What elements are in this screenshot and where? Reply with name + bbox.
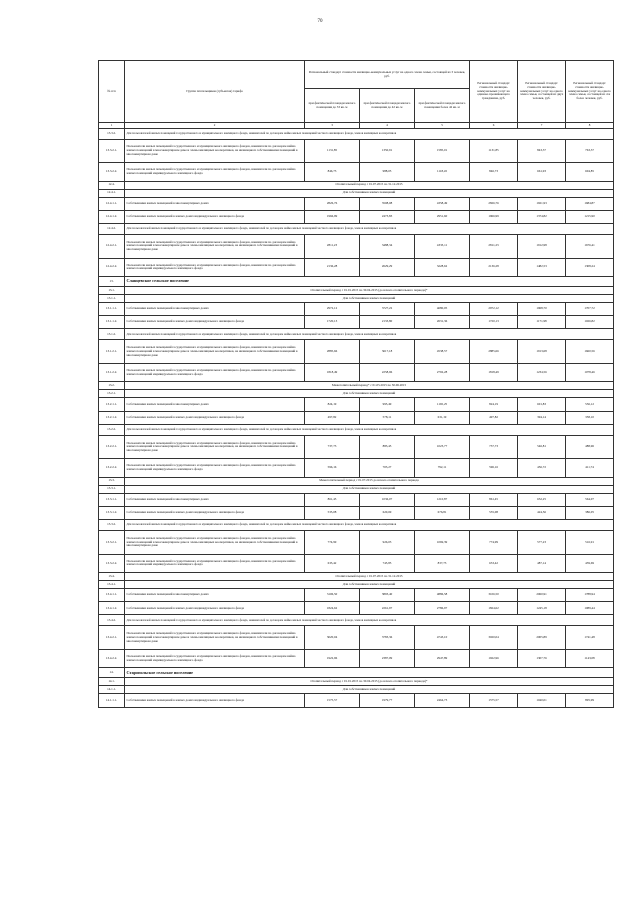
row-value: 1922,96	[470, 650, 518, 668]
row-value: 1069,39	[415, 531, 470, 555]
row-description: Собственники жилых помещений в многоквартирных домах	[125, 493, 305, 506]
header-rates-group: Региональный стандарт стоимости жилищно-коммунальных услуг на одного члена семьи, состоящей из 3 человек, руб.	[305, 61, 470, 89]
row-value: 3106,50	[305, 589, 360, 602]
row-value: 2629,29	[360, 258, 415, 276]
table-row	[99, 329, 614, 340]
row-value: 1374,82	[518, 210, 566, 223]
row-value: 1676,41	[566, 235, 614, 259]
row-period-title: Отопительный период с 01.07.2015 по 31.12.2015	[125, 573, 614, 581]
row-value: 1165,25	[415, 398, 470, 411]
table-row	[99, 554, 614, 572]
row-value: 1788,94	[566, 589, 614, 602]
table-row	[99, 506, 614, 519]
row-value: 1818,49	[305, 363, 360, 381]
row-description: Собственники жилых помещений в жилых домах индивидуального жилищного фонда	[125, 694, 305, 707]
row-number: 13.3.2.1.	[99, 139, 125, 163]
table-row	[99, 303, 614, 316]
table-row	[99, 340, 614, 364]
row-value: 1912,98	[518, 235, 566, 259]
row-value: 846,73	[470, 163, 518, 181]
table-row	[99, 189, 614, 197]
row-value: 745,85	[360, 554, 415, 572]
row-period-title: Межотопительный период* с 01.05.2015 по 30.06.2015	[125, 382, 614, 390]
table-row	[99, 435, 614, 459]
row-value: 2133,80	[360, 316, 415, 329]
row-value: 737,73	[470, 435, 518, 459]
row-description: Собственники жилых помещений в жилых домах индивидуального жилищного фонда	[125, 411, 305, 424]
row-value: 1707,72	[566, 303, 614, 316]
row-value: 2261,97	[360, 602, 415, 615]
row-value: 1660,56	[566, 340, 614, 364]
row-number: 13.1.2.	[99, 329, 125, 340]
row-description: Собственники жилых помещений в многоквартирных домах	[125, 398, 305, 411]
row-value: 535,08	[305, 506, 360, 519]
table-row	[99, 615, 614, 626]
row-value: 1921,93	[518, 197, 566, 210]
row-value: 1023,77	[415, 435, 470, 459]
row-value: 596,16	[470, 459, 518, 477]
row-value: 2387,09	[360, 650, 415, 668]
row-number: 13.4.1.1.	[99, 589, 125, 602]
row-number: 13.1.1.	[99, 295, 125, 303]
header-idx-2: 2	[125, 123, 305, 129]
row-description: Собственники жилых помещений в жилых домах индивидуального жилищного фонда	[125, 210, 305, 223]
row-value: 4743,10	[415, 626, 470, 650]
row-number: 13.4.2.1.	[99, 626, 125, 650]
row-value: 633,42	[305, 554, 360, 572]
row-value: 1210,87	[415, 493, 470, 506]
row-number: 13.2.1.1.	[99, 398, 125, 411]
row-number: 13.2.2.1.	[99, 435, 125, 459]
row-number: 13.2.1.	[99, 390, 125, 398]
page-number: 70	[317, 19, 323, 24]
row-number: 13.3.1.	[99, 485, 125, 493]
row-value: 3727,22	[360, 303, 415, 316]
table-row	[99, 411, 614, 424]
row-description: Пользователи жилых помещений государственного и муниципального жилищного фондов, наниматели по договорам найма жилых помещений индивидуального жилищного фонда	[125, 163, 305, 181]
row-value: 3783,36	[360, 626, 415, 650]
table-row	[99, 295, 614, 303]
row-value: 737,73	[305, 435, 360, 459]
row-value: 1482,53	[518, 258, 566, 276]
row-value: 604,85	[566, 163, 614, 181]
row-value: 2811,23	[470, 235, 518, 259]
table-row	[99, 520, 614, 531]
row-value: 2473,83	[360, 210, 415, 223]
table-row	[99, 277, 614, 287]
row-value: 774,99	[305, 531, 360, 555]
row-number: 13.	[99, 277, 125, 287]
row-value: 2631,36	[415, 316, 470, 329]
row-value: 1036,07	[360, 493, 415, 506]
row-value: 763,37	[566, 139, 614, 163]
header-idx-8: 8	[566, 123, 614, 129]
row-period-title: Для собственников жилых помещений	[125, 485, 614, 493]
table-row	[99, 258, 614, 276]
row-value: 2885,66	[470, 340, 518, 364]
row-value: 774,99	[470, 531, 518, 555]
row-value: 1913,68	[518, 340, 566, 364]
row-number: 12.4.1.1.	[99, 197, 125, 210]
row-number: 13.2.1.2.	[99, 411, 125, 424]
table-row	[99, 694, 614, 707]
table-row	[99, 602, 614, 615]
row-period-title: Для собственников жилых помещений	[125, 189, 614, 197]
row-value: 1575,57	[305, 694, 360, 707]
table-row	[99, 181, 614, 189]
row-number: 12.4.1.	[99, 189, 125, 197]
row-period-title: Отопительный период с 01.01.2015 по 30.04.2015 (до начала отопительного периода)*	[125, 287, 614, 295]
table-row	[99, 163, 614, 181]
row-value: 661,93	[518, 163, 566, 181]
table-row	[99, 316, 614, 329]
row-number: 13.2.	[99, 382, 125, 390]
table-row	[99, 573, 614, 581]
row-value: 411,74	[566, 459, 614, 477]
row-value: 1040,01	[518, 694, 566, 707]
table-row	[99, 424, 614, 435]
row-description: Пользователи жилых помещений государственного и муниципального жилищного фондов, наниматели по договорам найма жилых помещений индивидуального жилищного фонда	[125, 363, 305, 381]
row-value: 577,23	[518, 531, 566, 555]
row-value: 3228,62	[415, 258, 470, 276]
row-number: 12.4.2.2.	[99, 258, 125, 276]
row-value: 578,11	[360, 411, 415, 424]
table-row	[99, 235, 614, 259]
table-row	[99, 477, 614, 485]
header-idx-7: 7	[518, 123, 566, 129]
row-description: Пользователи жилых помещений государственного и муниципального жилищного фондов, наниматели по договорам найма жилых помещений в многоквартирном доме и члены жилищных кооперативов, не являющиеся собственниками помещений в многоквартирном доме	[125, 531, 305, 555]
row-value: 4538,57	[415, 340, 470, 364]
row-value: 2136,28	[305, 258, 360, 276]
table-row	[99, 531, 614, 555]
row-group-caption: Для пользователей жилых помещений государственного и муниципального жилищного фонда, нанимателей по договорам найма жилых помещений частного жилищного фонда, членов жилищных кооперативов	[125, 128, 614, 139]
table-row	[99, 581, 614, 589]
table-row	[99, 398, 614, 411]
row-value: 1131,85	[305, 139, 360, 163]
row-value: 2811,23	[305, 235, 360, 259]
row-description: Пользователи жилых помещений государственного и муниципального жилищного фондов, наниматели по договорам найма жилых помещений индивидуального жилищного фонда	[125, 258, 305, 276]
row-number: 14.1.1.	[99, 686, 125, 694]
row-value: 2136,28	[470, 258, 518, 276]
row-value: 846,73	[305, 163, 360, 181]
row-number: 13.2.2.2.	[99, 459, 125, 477]
row-period-title: Для собственников жилых помещений	[125, 581, 614, 589]
row-value: 1245,18	[518, 602, 566, 615]
table-row	[99, 363, 614, 381]
row-value: 1215,90	[566, 210, 614, 223]
regional-standards-table	[98, 60, 614, 708]
row-value: 1922,96	[305, 650, 360, 668]
table-row	[99, 197, 614, 210]
row-description: Собственники жилых помещений в многоквартирных домах	[125, 197, 305, 210]
row-value: 1308,24	[566, 258, 614, 276]
row-value: 3617,18	[360, 340, 415, 364]
row-value: 358,10	[566, 411, 614, 424]
row-value: 1824,62	[305, 602, 360, 615]
row-value: 2826,76	[305, 197, 360, 210]
row-number: 13.3.2.	[99, 520, 125, 531]
row-value: 601,83	[518, 398, 566, 411]
row-value: 792,11	[415, 459, 470, 477]
header-sub-3: при фактической площади жилого помещения до 33 кв. м	[305, 89, 360, 123]
row-value: 3020,04	[470, 626, 518, 650]
row-value: 1575,57	[470, 694, 518, 707]
table-row	[99, 626, 614, 650]
row-value: 3508,08	[360, 197, 415, 210]
table-row	[99, 287, 614, 295]
row-value: 3893,40	[360, 589, 415, 602]
header-idx-6: 6	[470, 123, 518, 129]
row-value: 1143,08	[566, 650, 614, 668]
row-value: 2947,89	[415, 650, 470, 668]
table-row	[99, 224, 614, 235]
row-value: 546,81	[518, 435, 566, 459]
header-col-8: Региональный стандарт стоимости жилищно-коммунальных услуг на одного члена семьи, состоящей из 4 и более человек, руб.	[566, 61, 614, 123]
row-value: 3488,34	[360, 235, 415, 259]
row-value: 703,27	[360, 459, 415, 477]
row-value: 843,37	[518, 139, 566, 163]
row-number: 13.1.	[99, 287, 125, 295]
row-value: 1234,56	[518, 363, 566, 381]
table-row	[99, 459, 614, 477]
row-value: 3020,04	[305, 626, 360, 650]
row-number: 13.4.1.2.	[99, 602, 125, 615]
row-value: 394,14	[518, 411, 566, 424]
row-value: 1118,45	[415, 163, 470, 181]
row-value: 1585,01	[415, 139, 470, 163]
row-value: 536,12	[566, 398, 614, 411]
row-description: Пользователи жилых помещений государственного и муниципального жилищного фондов, наниматели по договорам найма жилых помещений индивидуального жилищного фонда	[125, 459, 305, 477]
header-col-7: Региональный стандарт стоимости жилищно-коммунальных услуг на одного члена семьи, состоящей из двух человек, руб.	[518, 61, 566, 123]
row-value: 1741,48	[566, 626, 614, 650]
row-value: 516,91	[566, 531, 614, 555]
row-value: 895,99	[566, 694, 614, 707]
row-section-title: Старопольское сельское поселение	[125, 668, 614, 678]
row-number: 12.4.1.2.	[99, 210, 125, 223]
row-value: 487,14	[518, 554, 566, 572]
row-value: 4358,49	[415, 197, 470, 210]
row-number: 13.4.1.	[99, 581, 125, 589]
row-value: 620,69	[360, 506, 415, 519]
table-row	[99, 128, 614, 139]
row-value: 824,19	[470, 398, 518, 411]
row-value: 4680,05	[415, 303, 470, 316]
table-row	[99, 686, 614, 694]
row-number: 14.	[99, 668, 125, 678]
row-number: 12.4.	[99, 181, 125, 189]
row-number: 13.3.2.	[99, 128, 125, 139]
row-value: 2005,89	[518, 626, 566, 650]
row-number: 12.4.2.1.	[99, 235, 125, 259]
row-group-caption: Для пользователей жилых помещений государственного и муниципального жилищного фонда, нанимателей по договорам найма жилых помещений частного жилищного фонда, членов жилищных кооперативов	[125, 615, 614, 626]
row-description: Собственники жилых помещений в многоквартирных домах	[125, 303, 305, 316]
row-value: 861,45	[470, 493, 518, 506]
row-value: 676,81	[415, 506, 470, 519]
row-value: 988,05	[360, 163, 415, 181]
table-row	[99, 485, 614, 493]
row-value: 1026,82	[566, 316, 614, 329]
row-value: 2792,28	[415, 363, 470, 381]
table-row	[99, 493, 614, 506]
row-number: 14.1.1.1.	[99, 694, 125, 707]
table-row	[99, 390, 614, 398]
row-period-title: Для собственников жилых помещений	[125, 390, 614, 398]
row-number: 13.1.2.1.	[99, 340, 125, 364]
row-period-title: Отопительный период с 01.01.2015 по 30.04.2015 (до начала отопительного периода)*	[125, 678, 614, 686]
row-value: 497,82	[305, 411, 360, 424]
row-value: 2060,91	[518, 589, 566, 602]
row-value: 1078,46	[566, 363, 614, 381]
row-value: 1720,13	[470, 316, 518, 329]
row-description: Собственники жилых помещений в жилых домах индивидуального жилищного фонда	[125, 506, 305, 519]
row-value: 2972,12	[305, 303, 360, 316]
header-col-group: Группа плательщиков (субъектов) тарифа	[125, 61, 305, 123]
row-value: 1818,49	[470, 363, 518, 381]
row-value: 824,19	[305, 398, 360, 411]
row-value: 2258,96	[360, 363, 415, 381]
row-number: 13.3.2.2.	[99, 163, 125, 181]
header-col-6: Региональный стандарт стоимости жилищно-коммунальных услуг на одиноко проживающего гражданина, руб.	[470, 61, 518, 123]
row-number: 14.1.	[99, 678, 125, 686]
row-value: 3106,50	[470, 589, 518, 602]
row-value: 1968,70	[518, 303, 566, 316]
row-description: Собственники жилых помещений в многоквартирных домах	[125, 589, 305, 602]
row-description: Пользователи жилых помещений государственного и муниципального жилищного фондов, наниматели по договорам найма жилых помещений в многоквартирном доме и члены жилищных кооперативов, не являющиеся собственниками помещений в многоквартирном доме	[125, 435, 305, 459]
row-value: 596,16	[305, 459, 360, 477]
row-value: 1720,13	[305, 316, 360, 329]
row-period-title: Межотопительный период с 01.07.2015 до начала отопительного периода	[125, 477, 614, 485]
row-number: 13.1.2.2.	[99, 363, 125, 381]
header-idx-1: 1	[99, 123, 125, 129]
row-number: 13.4.2.	[99, 615, 125, 626]
table-row	[99, 382, 614, 390]
row-value: 837,73	[415, 554, 470, 572]
row-value: 535,08	[470, 506, 518, 519]
row-value: 861,45	[305, 493, 360, 506]
row-description: Пользователи жилых помещений государственного и муниципального жилищного фондов, наниматели по договорам найма жилых помещений индивидуального жилищного фонда	[125, 650, 305, 668]
row-number: 13.1.1.2.	[99, 316, 125, 329]
row-description: Собственники жилых помещений в жилых домах индивидуального жилищного фонда	[125, 316, 305, 329]
row-value: 995,49	[360, 398, 415, 411]
table-row	[99, 678, 614, 686]
row-value: 1307,76	[518, 650, 566, 668]
row-value: 2972,12	[470, 303, 518, 316]
row-number: 13.1.1.1.	[99, 303, 125, 316]
row-description: Пользователи жилых помещений государственного и муниципального жилищного фондов, наниматели по договорам найма жилых помещений в многоквартирном доме и члены жилищных кооперативов, не являющиеся собственниками помещений в многоквартирном доме	[125, 340, 305, 364]
row-description: Пользователи жилых помещений государственного и муниципального жилищного фондов, наниматели по договорам найма жилых помещений в многоквартирном доме и члены жилищных кооперативов, не являющиеся собственниками помещений в многоквартирном доме	[125, 626, 305, 650]
row-value: 926,03	[360, 531, 415, 555]
row-value: 1684,87	[566, 197, 614, 210]
row-value: 1131,85	[470, 139, 518, 163]
row-value: 1979,77	[360, 694, 415, 707]
row-value: 1171,98	[518, 316, 566, 329]
row-value: 2786,97	[415, 602, 470, 615]
row-value: 4333,11	[415, 235, 470, 259]
row-group-caption: Для пользователей жилых помещений государственного и муниципального жилищного фонда, нанимателей по договорам найма жилых помещений частного жилищного фонда, членов жилищных кооперативов	[125, 224, 614, 235]
row-value: 2464,73	[415, 694, 470, 707]
row-number: 13.3.1.2.	[99, 506, 125, 519]
table-row	[99, 210, 614, 223]
row-value: 633,42	[470, 554, 518, 572]
row-number: 13.3.2.1.	[99, 531, 125, 555]
row-period-title: Отопительный период с 01.07.2015 по 31.12.2015	[125, 181, 614, 189]
row-number: 12.4.2.	[99, 224, 125, 235]
row-value: 4886,58	[415, 589, 470, 602]
row-value: 439,69	[566, 554, 614, 572]
table-row	[99, 668, 614, 678]
row-number: 13.4.2.2.	[99, 650, 125, 668]
row-group-caption: Для пользователей жилых помещений государственного и муниципального жилищного фонда, нанимателей по договорам найма жилых помещений частного жилищного фонда, членов жилищных кооперативов	[125, 329, 614, 340]
row-description: Пользователи жилых помещений государственного и муниципального жилищного фондов, наниматели по договорам найма жилых помещений в многоквартирном доме и члены жилищных кооперативов, не являющиеся собственниками помещений в многоквартирном доме	[125, 235, 305, 259]
row-value: 1089,44	[566, 602, 614, 615]
row-value: 497,82	[470, 411, 518, 424]
row-description: Собственники жилых помещений в жилых домах индивидуального жилищного фонда	[125, 602, 305, 615]
row-value: 386,05	[566, 506, 614, 519]
row-value: 424,56	[518, 506, 566, 519]
row-number: 13.4.	[99, 573, 125, 581]
table-body	[99, 128, 614, 707]
header-col-num: № п/п	[99, 61, 125, 123]
row-value: 564,07	[566, 493, 614, 506]
row-number: 13.3.1.1.	[99, 493, 125, 506]
row-number: 13.3.2.2.	[99, 554, 125, 572]
row-value: 2826,76	[470, 197, 518, 210]
table-row	[99, 650, 614, 668]
row-value: 1824,62	[470, 602, 518, 615]
row-value: 1966,99	[305, 210, 360, 223]
row-section-title: Сланцевское сельское поселение	[125, 277, 614, 287]
row-number: 13.2.2.	[99, 424, 125, 435]
table-header	[99, 61, 614, 129]
row-period-title: Для собственников жилых помещений	[125, 295, 614, 303]
header-idx-4: 4	[360, 123, 415, 129]
row-value: 1350,91	[360, 139, 415, 163]
row-group-caption: Для пользователей жилых помещений государственного и муниципального жилищного фонда, нанимателей по договорам найма жилых помещений частного жилищного фонда, членов жилищных кооперативов	[125, 424, 614, 435]
row-description: Пользователи жилых помещений государственного и муниципального жилищного фондов, наниматели по договорам найма жилых помещений в многоквартирном доме и члены жилищных кооперативов, не являющиеся собственниками помещений в многоквартирном доме	[125, 139, 305, 163]
row-value: 1966,99	[470, 210, 518, 223]
header-idx-3: 3	[305, 123, 360, 129]
row-group-caption: Для пользователей жилых помещений государственного и муниципального жилищного фонда, нанимателей по договорам найма жилых помещений частного жилищного фонда, членов жилищных кооперативов	[125, 520, 614, 531]
row-value: 883,45	[360, 435, 415, 459]
row-description: Пользователи жилых помещений государственного и муниципального жилищного фондов, наниматели по договорам найма жилых помещений индивидуального жилищного фонда	[125, 554, 305, 572]
table-row	[99, 589, 614, 602]
row-period-title: Для собственников жилых помещений	[125, 686, 614, 694]
header-idx-5: 5	[415, 123, 470, 129]
header-sub-5: при фактической площади жилого помещения более 42 кв. м	[415, 89, 470, 123]
row-number: 13.3.	[99, 477, 125, 485]
header-sub-4: при фактической площади жилого помещения до 42 кв. м	[360, 89, 415, 123]
row-value: 2951,60	[415, 210, 470, 223]
row-value: 456,72	[518, 459, 566, 477]
row-value: 488,96	[566, 435, 614, 459]
table-row	[99, 139, 614, 163]
row-value: 2885,66	[305, 340, 360, 364]
row-value: 632,25	[518, 493, 566, 506]
row-value: 631,19	[415, 411, 470, 424]
